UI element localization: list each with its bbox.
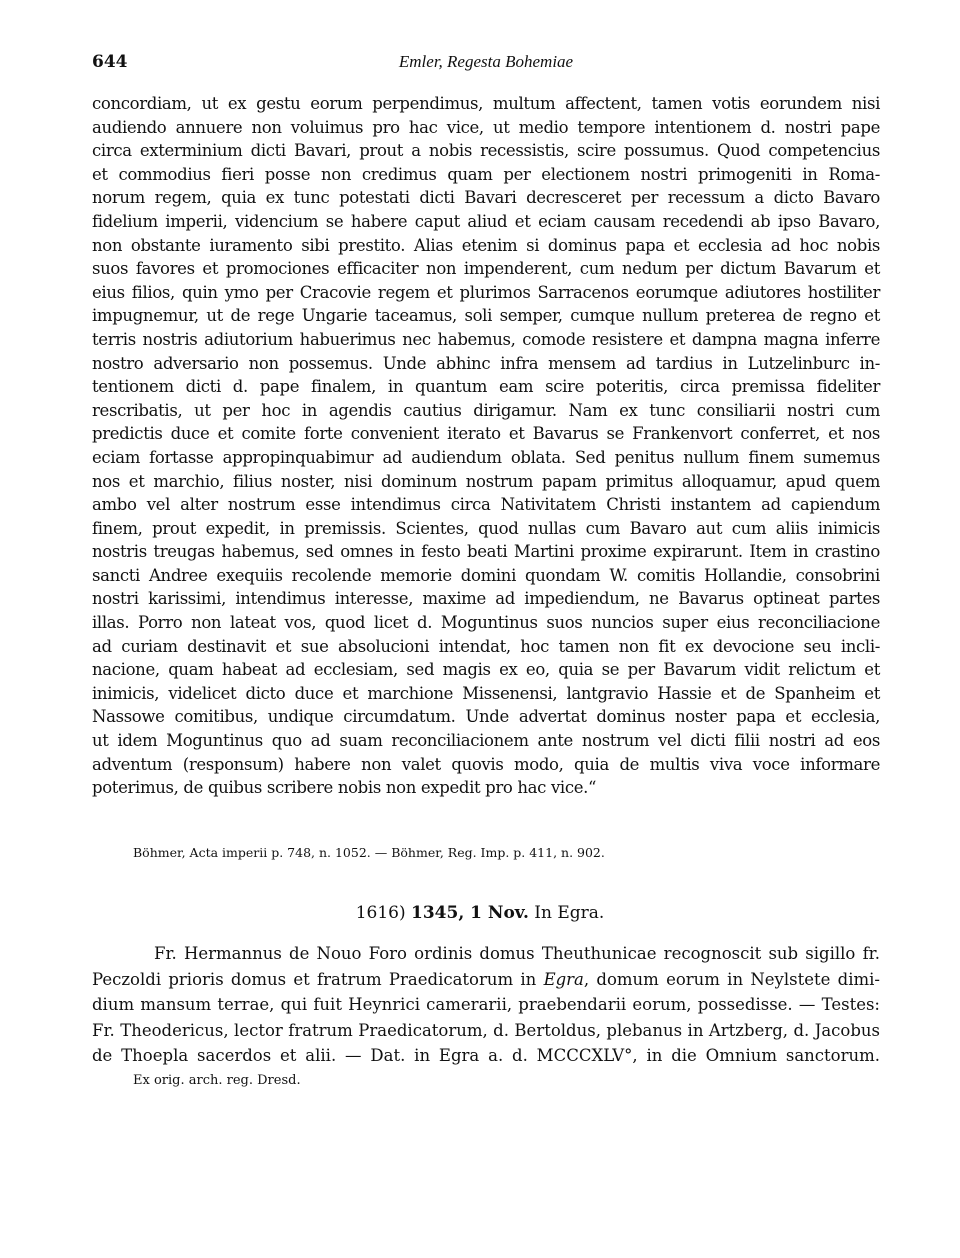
- charter-line: dium mansum terrae, qui fuit Heynrici camerarii, praebendarii eorum, possedisse. — Testes:: [92, 995, 880, 1014]
- body-line: tentionem dicti d. pape finalem, in quantum eam scire poteritis, circa premissa fideliter: [92, 377, 880, 397]
- body-line: impugnemur, ut de rege Ungarie taceamus, soli semper, cumque nullum preterea de regno et: [92, 306, 880, 326]
- charter-number: 1616): [355, 903, 406, 923]
- body-line: inimicis, videlicet dicto duce et marchione Missenensi, lantgravio Hassie et de Spanheim et: [92, 683, 880, 703]
- charter-heading: [0, 903, 960, 923]
- body-line: circa exterminium dicti Bavari, prout a nobis recessistis, scire possumus. Quod competencius: [92, 141, 880, 161]
- charter-line: Fr. Hermannus de Nouo Foro ordinis domus Theuthunicae recognoscit sub sigillo fr.: [154, 944, 880, 963]
- body-line: predictis duce et comite forte convenient iterato et Bavarus se Frankenvort conferret, et nos: [92, 424, 880, 444]
- archive-note: Ex orig. arch. reg. Dresd.: [133, 1073, 301, 1088]
- body-line: illas. Porro non lateat vos, quod licet d. Moguntinus suos nuncios super eius reconciliacione: [92, 613, 880, 633]
- body-line: audiendo annuere non voluimus pro hac vice, ut medio tempore intentionem d. nostri pape: [92, 117, 880, 137]
- place-name-egra: Egra: [543, 969, 584, 989]
- body-line: fidelium imperii, videncium se habere caput aliud et eciam causam recedendi ab ipso Bavaro,: [92, 211, 880, 231]
- charter-place: In Egra.: [534, 903, 605, 923]
- charter-text: [92, 941, 880, 1069]
- page-header: [92, 52, 880, 74]
- body-line: poterimus, de quibus scribere nobis non expedit pro hac vice.“: [92, 778, 597, 798]
- body-line: nostris treugas habemus, sed omnes in festo beati Martini proxime expirarunt. Item in crastino: [92, 542, 880, 562]
- body-line: eius filios, quin ymo per Cracovie regem et plurimos Sarracenos eorumque adiutores hostiliter: [92, 282, 880, 302]
- charter-line: [92, 967, 880, 993]
- charter-line: Fr. Theodericus, lector fratrum Praedicatorum, d. Bertoldus, plebanus in Artzberg, d. Jacobus: [92, 1020, 880, 1040]
- letter-body: [92, 92, 880, 800]
- body-line: norum regem, quia ex tunc potestati dicti Bavari decresceret per recessum a dicto Bavaro: [92, 188, 880, 208]
- source-note: Böhmer, Acta imperii p. 748, n. 1052. — Böhmer, Reg. Imp. p. 411, n. 902.: [133, 845, 605, 860]
- body-line: sancti Andree exequiis recolende memorie domini quondam W. comitis Hollandie, consobrini: [92, 565, 880, 585]
- page-number: 644: [92, 52, 128, 72]
- body-line: non obstante iuramento sibi prestito. Alias etenim si dominus papa et ecclesia ad hoc nobis: [92, 235, 880, 255]
- body-line: terris nostris adiutorium habuerimus nec habemus, comode resistere et dampna magna inferre: [92, 329, 880, 349]
- charter-line-part: Peczoldi prioris domus et fratrum Praedicatorum in: [92, 969, 544, 989]
- body-line: nacione, quam habeat ad ecclesiam, sed magis ex eo, quia se per Bavarum vidit relictum et: [92, 660, 880, 680]
- charter-line-part: , domum eorum in Neylstete dimi-: [583, 969, 880, 989]
- body-line: nostro adversario non possemus. Unde abhinc infra mensem ad tardius in Lutzelinburc in-: [92, 353, 880, 373]
- body-line: nos et marchio, filius noster, nisi dominum nostrum papam primitus alloquamur, apud quem: [92, 471, 880, 491]
- body-line: eciam fortasse appropinquabimur ad audiendum oblata. Sed penitus nullum finem sumemus: [92, 447, 880, 467]
- body-line: rescribatis, ut per hoc in agendis cautius dirigamur. Nam ex tunc consiliarii nostri cum: [92, 400, 880, 420]
- body-line: ut idem Moguntinus quo ad suam reconciliacionem ante nostrum vel dicti filii nostri ad eos: [92, 731, 880, 751]
- body-line: et commodius fieri posse non credimus quam per electionem nostri primogeniti in Roma-: [92, 164, 880, 184]
- body-line: ambo vel alter nostrum esse intendimus circa Nativitatem Christi instantem ad capiendum: [92, 495, 880, 515]
- body-line: suos favores et promociones efficaciter non impenderent, cum nedum per dictum Bavarum et: [92, 259, 880, 279]
- body-line: concordiam, ut ex gestu eorum perpendimus, multum affectent, tamen votis eorundem nisi: [92, 94, 880, 113]
- charter-line: de Thoepla sacerdos et alii. — Dat. in Egra a. d. MCCCXLV°, in die Omnium sanctorum.: [92, 1046, 880, 1065]
- running-head: Emler, Regesta Bohemiae: [398, 52, 574, 71]
- body-line: nostri karissimi, intendimus interesse, maxime ad impediendum, ne Bavarus optineat partes: [92, 589, 880, 609]
- body-line: finem, prout expedit, in premissis. Scientes, quod nullas cum Bavaro aut cum aliis inimicis: [92, 518, 880, 538]
- body-line: adventum (responsum) habere non valet quovis modo, quia de multis viva voce informare: [92, 754, 880, 774]
- body-line: Nassowe comitibus, undique circumdatum. Unde advertat dominus noster papa et ecclesia,: [92, 707, 880, 727]
- body-line: ad curiam destinavit et sue absolucioni intendat, hoc tamen non fit ex devocione seu incli-: [92, 636, 880, 656]
- charter-date: 1345, 1 Nov.: [411, 903, 529, 923]
